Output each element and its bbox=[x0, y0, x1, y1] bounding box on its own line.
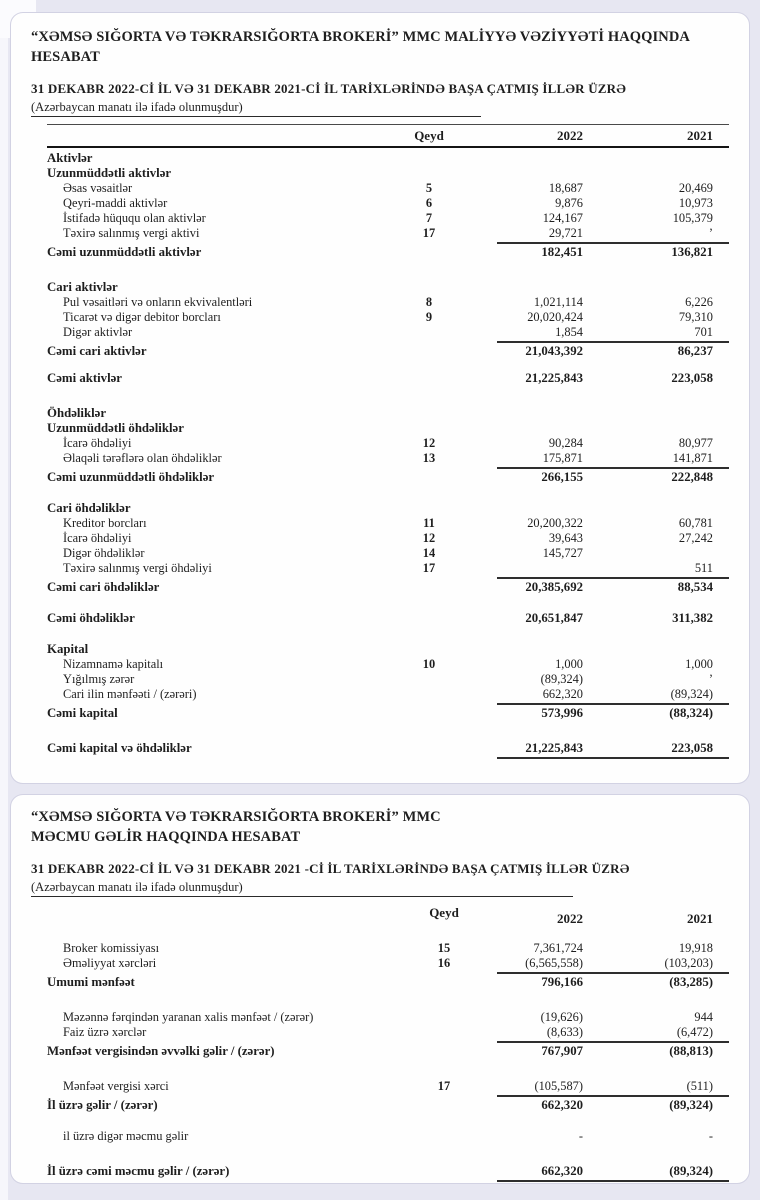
row-spacer bbox=[47, 595, 729, 611]
table-row bbox=[47, 406, 729, 421]
row-label: Uzunmüddətli öhdəliklər bbox=[47, 421, 184, 435]
row-value-2022: 266,155 bbox=[541, 470, 583, 484]
table-row bbox=[47, 470, 729, 485]
table-row bbox=[47, 1079, 729, 1094]
row-spacer bbox=[47, 1059, 729, 1079]
row-label: Cari ilin mənfəəti / (zərəri) bbox=[63, 687, 197, 701]
table-row bbox=[47, 1129, 729, 1144]
table-row bbox=[47, 672, 729, 687]
subtotal-rule-row bbox=[47, 340, 729, 344]
statement-of-financial-position-card bbox=[10, 12, 750, 784]
row-value-2021: (89,324) bbox=[669, 1098, 713, 1112]
row-label: Əlaqəli tərəflərə olan öhdəliklər bbox=[63, 451, 222, 465]
row-spacer bbox=[47, 990, 729, 1010]
row-label: Cəmi cari aktivlər bbox=[47, 344, 147, 358]
currency-note-underline bbox=[243, 100, 481, 117]
table-row bbox=[47, 657, 729, 672]
row-label: Mənfəət vergisi xərci bbox=[63, 1079, 169, 1093]
header-label-spacer bbox=[47, 903, 429, 929]
row-note-ref bbox=[399, 611, 459, 626]
row-note-ref: 10 bbox=[422, 657, 436, 671]
row-value-2021 bbox=[599, 166, 729, 181]
row-note-ref bbox=[399, 642, 459, 657]
table-row bbox=[47, 956, 729, 971]
subtotal-rule-row bbox=[47, 756, 729, 760]
row-value-2021: 6,226 bbox=[685, 295, 713, 309]
row-value-2021: 223,058 bbox=[671, 371, 713, 385]
row-label: Cəmi uzunmüddətli öhdəliklər bbox=[47, 470, 215, 484]
table-row bbox=[47, 196, 729, 211]
row-value-2021: 105,379 bbox=[672, 211, 713, 225]
subtotal-rule bbox=[497, 1180, 729, 1182]
row-note-ref bbox=[399, 672, 459, 687]
income-statement-rows bbox=[47, 929, 729, 1183]
row-note-ref: 6 bbox=[425, 196, 433, 210]
subtotal-rule-row bbox=[47, 1094, 729, 1098]
subtotal-rule bbox=[497, 341, 729, 343]
row-value-2021: 10,973 bbox=[678, 196, 713, 210]
balance-sheet-rows bbox=[47, 151, 729, 760]
row-note-ref bbox=[399, 580, 459, 595]
row-value-2022: 767,907 bbox=[541, 1044, 583, 1058]
row-value-2022: (89,324) bbox=[540, 672, 583, 686]
row-spacer bbox=[47, 1113, 729, 1129]
row-label: Öhdəliklər bbox=[47, 406, 107, 420]
row-note-ref: 14 bbox=[422, 546, 436, 560]
row-value-2022: (6,565,558) bbox=[525, 956, 583, 970]
table-row bbox=[47, 371, 729, 386]
subtotal-rule bbox=[497, 467, 729, 469]
row-value-2021: ’ bbox=[708, 226, 713, 240]
income-statement-table bbox=[47, 903, 729, 1183]
row-label: Faiz üzrə xərclər bbox=[63, 1025, 147, 1039]
row-label: Təxirə salınmış vergi öhdəliyi bbox=[63, 561, 212, 575]
row-value-2021: 86,237 bbox=[677, 344, 713, 358]
table-row bbox=[47, 181, 729, 196]
row-value-2021: 222,848 bbox=[671, 470, 713, 484]
table-header-rule bbox=[47, 146, 729, 148]
row-value-2021 bbox=[599, 501, 729, 516]
header-year-2021: 2021 bbox=[687, 128, 713, 143]
statement-period-subtitle: 31 DEKABR 2022-Cİ İL VƏ 31 DEKABR 2021-Cİ İL TARİXLƏRİNDƏ BAŞA ÇATMIŞ İLLƏR ÜZRƏ bbox=[31, 81, 627, 96]
table-row bbox=[47, 226, 729, 241]
table-row bbox=[47, 325, 729, 340]
row-note-ref: 8 bbox=[425, 295, 433, 309]
subtotal-rule-row bbox=[47, 702, 729, 706]
row-value-2021: 136,821 bbox=[671, 245, 713, 259]
row-value-2022: 39,643 bbox=[548, 531, 583, 545]
row-note-ref: 12 bbox=[422, 531, 436, 545]
header-year-2022: 2022 bbox=[557, 128, 583, 143]
row-spacer bbox=[47, 1144, 729, 1164]
row-value-2022: 124,167 bbox=[542, 211, 583, 225]
subtotal-rule-row bbox=[47, 241, 729, 245]
currency-note-line bbox=[31, 100, 729, 117]
row-value-2021: (88,324) bbox=[669, 706, 713, 720]
subtotal-rule-row bbox=[47, 1040, 729, 1044]
table-row bbox=[47, 1164, 729, 1179]
row-value-2021: 511 bbox=[694, 561, 713, 575]
row-value-2022: 18,687 bbox=[548, 181, 583, 195]
table-row bbox=[47, 1010, 729, 1025]
row-note-ref: 5 bbox=[425, 181, 433, 195]
row-note-ref bbox=[399, 501, 459, 516]
row-spacer bbox=[47, 485, 729, 501]
table-header-row bbox=[47, 125, 729, 146]
row-value-2021: (89,324) bbox=[670, 687, 713, 701]
row-note-ref bbox=[399, 687, 459, 702]
row-label: İcarə öhdəliyi bbox=[63, 436, 132, 450]
row-note-ref: 16 bbox=[437, 956, 451, 970]
table-row bbox=[47, 151, 729, 166]
row-value-2022 bbox=[459, 280, 599, 295]
row-label: Aktivlər bbox=[47, 151, 93, 165]
row-note-ref bbox=[399, 151, 459, 166]
table-row bbox=[47, 295, 729, 310]
row-label: Əməliyyat xərcləri bbox=[63, 956, 157, 970]
row-value-2022 bbox=[459, 151, 599, 166]
row-label: Cəmi kapital bbox=[47, 706, 118, 720]
row-value-2022: 21,225,843 bbox=[525, 741, 583, 755]
row-value-2021: 88,534 bbox=[677, 580, 713, 594]
row-spacer bbox=[47, 929, 729, 941]
row-note-ref: 15 bbox=[437, 941, 451, 955]
row-value-2022 bbox=[459, 421, 599, 436]
subtotal-rule bbox=[497, 703, 729, 705]
row-label: Broker komissiyası bbox=[63, 941, 160, 955]
table-row bbox=[47, 166, 729, 181]
subtotal-rule-row bbox=[47, 466, 729, 470]
row-note-ref: 12 bbox=[422, 436, 436, 450]
row-value-2021: (88,813) bbox=[669, 1044, 713, 1058]
row-note-ref: 17 bbox=[422, 226, 436, 240]
row-label: Cari öhdəliklər bbox=[47, 501, 131, 515]
table-row bbox=[47, 1098, 729, 1113]
row-value-2022: (8,633) bbox=[546, 1025, 583, 1039]
row-note-ref bbox=[399, 166, 459, 181]
table-row bbox=[47, 211, 729, 226]
header-note-column: Qeyd bbox=[414, 128, 444, 143]
row-value-2022: 662,320 bbox=[541, 1098, 583, 1112]
row-note-ref bbox=[399, 470, 459, 485]
row-value-2021: ’ bbox=[708, 672, 713, 686]
row-spacer bbox=[47, 359, 729, 371]
row-value-2022: 573,996 bbox=[541, 706, 583, 720]
row-note-ref: 13 bbox=[422, 451, 436, 465]
row-spacer bbox=[47, 260, 729, 280]
row-note-ref bbox=[429, 1098, 459, 1113]
row-value-2021: (83,285) bbox=[669, 975, 713, 989]
row-label: Kapital bbox=[47, 642, 89, 656]
row-note-ref bbox=[399, 325, 459, 340]
subtotal-rule bbox=[497, 757, 729, 759]
row-note-ref: 17 bbox=[437, 1079, 451, 1093]
table-row bbox=[47, 741, 729, 756]
row-note-ref bbox=[429, 1025, 459, 1040]
row-value-2022 bbox=[459, 406, 599, 421]
row-value-2021: (89,324) bbox=[669, 1164, 713, 1178]
row-value-2022: 21,043,392 bbox=[525, 344, 583, 358]
row-label: İl üzrə gəlir / (zərər) bbox=[47, 1098, 158, 1112]
row-value-2021: (6,472) bbox=[676, 1025, 713, 1039]
table-row bbox=[47, 451, 729, 466]
table-header-row bbox=[47, 903, 729, 929]
row-value-2022: 90,284 bbox=[548, 436, 583, 450]
table-row bbox=[47, 531, 729, 546]
statement-title-line2: MƏCMU GƏLİR HAQQINDA HESABAT bbox=[31, 829, 301, 845]
subtotal-rule bbox=[497, 1041, 729, 1043]
row-note-ref bbox=[399, 245, 459, 260]
row-label: Cəmi kapital və öhdəliklər bbox=[47, 741, 192, 755]
row-value-2022: 29,721 bbox=[548, 226, 583, 240]
row-value-2022: 175,871 bbox=[542, 451, 583, 465]
row-value-2022: 796,166 bbox=[541, 975, 583, 989]
row-value-2021: (103,203) bbox=[664, 956, 713, 970]
table-row bbox=[47, 611, 729, 626]
row-note-ref bbox=[399, 344, 459, 359]
table-row bbox=[47, 501, 729, 516]
table-row bbox=[47, 516, 729, 531]
statement-title-line1: “XƏMSƏ SIĞORTA VƏ TƏKRARSIĞORTA BROKERİ” MMC bbox=[31, 809, 441, 825]
row-value-2022: 662,320 bbox=[541, 1164, 583, 1178]
table-row bbox=[47, 436, 729, 451]
row-label: İl üzrə cəmi məcmu gəlir / (zərər) bbox=[47, 1164, 230, 1178]
row-label: Məzənnə fərqindən yaranan xalis mənfəət / (zərər) bbox=[63, 1010, 314, 1024]
table-row bbox=[47, 687, 729, 702]
row-label: İstifadə hüququ olan aktivlər bbox=[63, 211, 206, 225]
row-value-2021: (511) bbox=[686, 1079, 713, 1093]
row-value-2022: (105,587) bbox=[534, 1079, 583, 1093]
table-row bbox=[47, 344, 729, 359]
row-label: Cəmi uzunmüddətli aktivlər bbox=[47, 245, 202, 259]
row-label: Qeyri-maddi aktivlər bbox=[63, 196, 168, 210]
row-label: Cari aktivlər bbox=[47, 280, 118, 294]
row-value-2021: 701 bbox=[694, 325, 713, 339]
row-value-2022: 182,451 bbox=[541, 245, 583, 259]
table-row bbox=[47, 580, 729, 595]
row-value-2021 bbox=[599, 642, 729, 657]
row-value-2022: 9,876 bbox=[555, 196, 583, 210]
row-label: Cəmi aktivlər bbox=[47, 371, 122, 385]
table-row bbox=[47, 561, 729, 576]
table-row bbox=[47, 706, 729, 721]
page-margin-artifact bbox=[0, 0, 8, 1200]
row-label: Digər aktivlər bbox=[63, 325, 133, 339]
row-label: Təxirə salınmış vergi aktivi bbox=[63, 226, 200, 240]
header-label-spacer bbox=[47, 125, 399, 146]
row-value-2022: 1,854 bbox=[555, 325, 583, 339]
table-row bbox=[47, 975, 729, 990]
row-value-2021 bbox=[599, 546, 729, 561]
table-row bbox=[47, 310, 729, 325]
table-row bbox=[47, 1044, 729, 1059]
row-value-2022: 20,651,847 bbox=[525, 611, 583, 625]
row-label: Digər öhdəliklər bbox=[63, 546, 145, 560]
currency-note: (Azərbaycan manatı ilə ifadə olunmuşdur) bbox=[31, 100, 243, 117]
row-value-2021: 27,242 bbox=[678, 531, 713, 545]
row-note-ref: 9 bbox=[425, 310, 433, 324]
table-row bbox=[47, 280, 729, 295]
subtotal-rule-row bbox=[47, 576, 729, 580]
row-value-2022 bbox=[459, 166, 599, 181]
row-value-2021: 19,918 bbox=[678, 941, 713, 955]
row-note-ref: 17 bbox=[422, 561, 436, 575]
statement-period-subtitle: 31 DEKABR 2022-Cİ İL VƏ 31 DEKABR 2021 -Cİ İL TARİXLƏRİNDƏ BAŞA ÇATMIŞ İLLƏR ÜZRƏ bbox=[31, 861, 630, 876]
balance-sheet-table bbox=[47, 124, 729, 760]
row-value-2021: - bbox=[708, 1129, 713, 1143]
row-label: İcarə öhdəliyi bbox=[63, 531, 132, 545]
subtotal-rule bbox=[497, 972, 729, 974]
row-value-2021 bbox=[599, 151, 729, 166]
row-label: Mənfəət vergisindən əvvəlki gəlir / (zərər) bbox=[47, 1044, 275, 1058]
row-value-2021: 79,310 bbox=[678, 310, 713, 324]
row-value-2021: 311,382 bbox=[672, 611, 713, 625]
row-note-ref bbox=[429, 1129, 459, 1144]
row-value-2021: 60,781 bbox=[678, 516, 713, 530]
row-value-2021: 944 bbox=[694, 1010, 713, 1024]
row-value-2021 bbox=[599, 406, 729, 421]
row-value-2022: 20,200,322 bbox=[527, 516, 583, 530]
row-label: Yığılmış zərər bbox=[63, 672, 135, 686]
row-note-ref bbox=[399, 741, 459, 756]
comprehensive-income-card bbox=[10, 794, 750, 1184]
row-label: Uzunmüddətli aktivlər bbox=[47, 166, 172, 180]
table-row bbox=[47, 941, 729, 956]
table-row bbox=[47, 546, 729, 561]
row-label: Ticarət və digər debitor borcları bbox=[63, 310, 221, 324]
row-value-2021: 223,058 bbox=[671, 741, 713, 755]
row-label: Pul vəsaitləri və onların ekvivalentləri bbox=[63, 295, 253, 309]
row-value-2022: 20,020,424 bbox=[527, 310, 583, 324]
row-note-ref: 7 bbox=[425, 211, 433, 225]
row-value-2021 bbox=[599, 280, 729, 295]
row-value-2022: 21,225,843 bbox=[525, 371, 583, 385]
table-row bbox=[47, 1025, 729, 1040]
subtotal-rule-row bbox=[47, 971, 729, 975]
row-note-ref bbox=[429, 1010, 459, 1025]
row-note-ref bbox=[399, 280, 459, 295]
row-spacer bbox=[47, 386, 729, 406]
header-year-2022: 2022 bbox=[557, 911, 583, 926]
subtotal-rule-row bbox=[47, 1179, 729, 1183]
row-value-2022 bbox=[459, 501, 599, 516]
statement-title-line2: HESABAT bbox=[31, 49, 100, 65]
row-note-ref bbox=[399, 406, 459, 421]
row-label: Kreditor borcları bbox=[63, 516, 147, 530]
row-value-2022 bbox=[459, 642, 599, 657]
header-year-2021: 2021 bbox=[687, 911, 713, 926]
row-label: Umumi mənfəət bbox=[47, 975, 135, 989]
statement-title-line1: “XƏMSƏ SIĞORTA VƏ TƏKRARSIĞORTA BROKERİ” MMC MALİYYƏ VƏZİYYƏTİ HAQQINDA bbox=[31, 29, 690, 45]
currency-note-underline bbox=[243, 880, 573, 897]
subtotal-rule bbox=[497, 1095, 729, 1097]
row-label: Cəmi öhdəliklər bbox=[47, 611, 135, 625]
subtotal-rule bbox=[497, 577, 729, 579]
row-value-2022: 7,361,724 bbox=[533, 941, 583, 955]
table-row bbox=[47, 642, 729, 657]
row-label: Cəmi cari öhdəliklər bbox=[47, 580, 160, 594]
header-note-column: Qeyd bbox=[429, 905, 459, 920]
row-value-2022: 662,320 bbox=[542, 687, 583, 701]
row-value-2022: 145,727 bbox=[542, 546, 583, 560]
row-value-2022 bbox=[459, 561, 599, 576]
row-value-2022: 1,021,114 bbox=[533, 295, 583, 309]
row-value-2022: - bbox=[578, 1129, 583, 1143]
table-row bbox=[47, 421, 729, 436]
row-value-2022: (19,626) bbox=[540, 1010, 583, 1024]
table-row bbox=[47, 245, 729, 260]
row-value-2021 bbox=[599, 421, 729, 436]
row-value-2022: 1,000 bbox=[555, 657, 583, 671]
row-label: Əsas vəsaitlər bbox=[63, 181, 133, 195]
row-value-2021: 1,000 bbox=[685, 657, 713, 671]
currency-note-line bbox=[31, 880, 729, 897]
row-note-ref bbox=[399, 706, 459, 721]
row-spacer bbox=[47, 721, 729, 741]
row-note-ref: 11 bbox=[423, 516, 435, 530]
row-value-2022: 20,385,692 bbox=[525, 580, 583, 594]
row-value-2021: 80,977 bbox=[678, 436, 713, 450]
row-spacer bbox=[47, 626, 729, 642]
row-value-2021: 141,871 bbox=[672, 451, 713, 465]
row-note-ref bbox=[429, 975, 459, 990]
row-label: Nizamnamə kapitalı bbox=[63, 657, 164, 671]
row-note-ref bbox=[399, 421, 459, 436]
subtotal-rule bbox=[497, 242, 729, 244]
currency-note: (Azərbaycan manatı ilə ifadə olunmuşdur) bbox=[31, 880, 243, 897]
row-label: il üzrə digər məcmu gəlir bbox=[63, 1129, 189, 1143]
row-value-2021: 20,469 bbox=[678, 181, 713, 195]
row-note-ref bbox=[429, 1164, 459, 1179]
row-note-ref bbox=[399, 371, 459, 386]
row-note-ref bbox=[429, 1044, 459, 1059]
